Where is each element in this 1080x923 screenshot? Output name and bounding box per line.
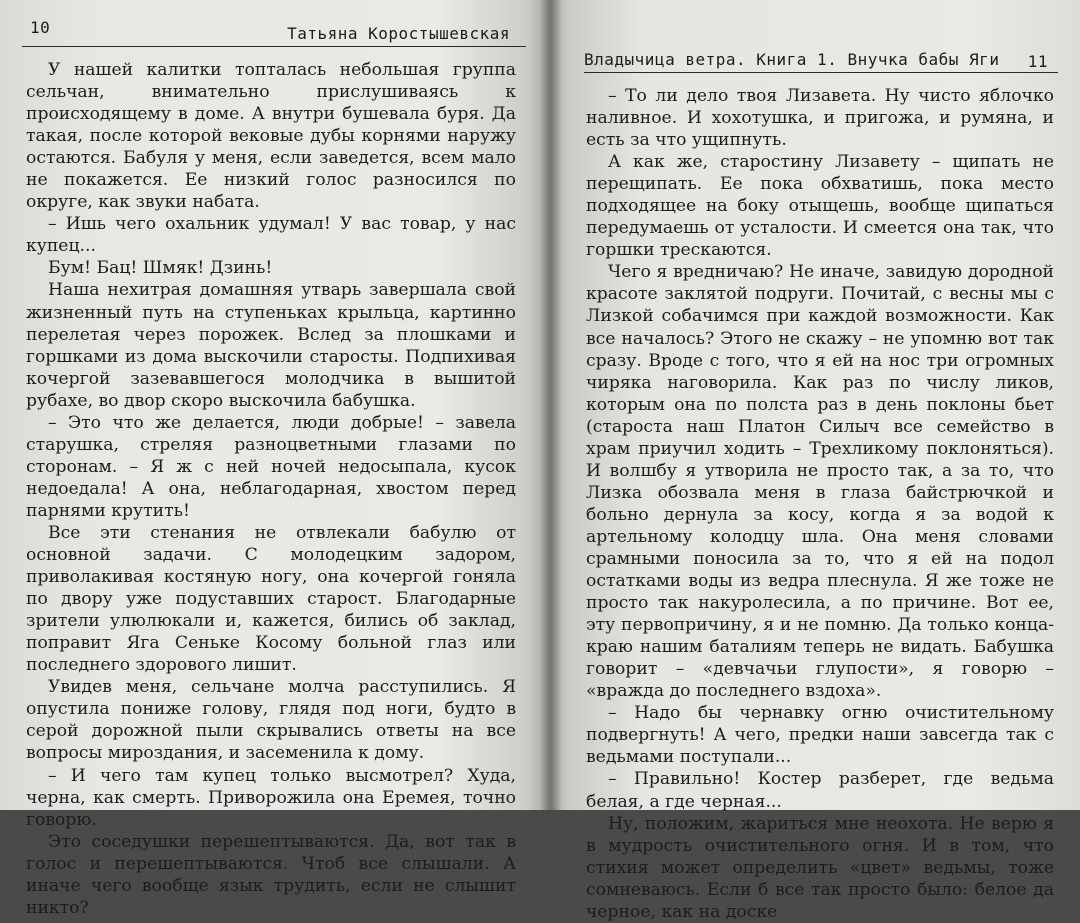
paragraph: – И чего там купец только высмотрел? Худа, черна, как смерть. Приворожила она Еремея, точно говорю. bbox=[26, 765, 516, 830]
left-page-text bbox=[22, 47, 526, 919]
paragraph: Это соседушки перешептываются. Да, вот так в голос и перешептываются. Чтоб все слышали. А иначе чего вообще язык трудить, если не слышит никто? bbox=[26, 831, 516, 918]
right-page-header bbox=[584, 40, 1058, 73]
paragraph: – Надо бы чернавку огню очистительному подвергнуть! А чего, предки наши завсегда так с ведьмами поступали... bbox=[586, 703, 1054, 768]
paragraph: – Это что же делается, люди добрые! – завела старушка, стреляя разноцветными глазами по сторонам. – Я ж с ней ночей недосыпала, кусок недоедала! А она, неблагодарная, хвостом перед парнями крутить! bbox=[26, 412, 516, 521]
paragraph: – То ли дело твоя Лизавета. Ну чисто яблочко наливное. И хохотушка, и пригожа, и румяна, и есть за что ущипнуть. bbox=[586, 86, 1054, 151]
right-running-head: Владычица ветра. Книга 1. Внучка бабы Яги bbox=[584, 50, 1000, 69]
right-page-number: 11 bbox=[1027, 52, 1048, 71]
paragraph: Ну, положим, жариться мне неохота. Не верю я в мудрость очистительного огня. И в том, что стихия может определить «цвет» ведьмы, тоже сомневаюсь. Если б все так просто было: белое да черное, как на доске bbox=[586, 813, 1054, 922]
paragraph: – Правильно! Костер разберет, где ведьма белая, а где черная... bbox=[586, 769, 1054, 812]
paragraph: Все эти стенания не отвлекали бабулю от основной задачи. С молодецким задором, приволакивая костяную ногу, она кочергой гоняла по двору уже подуставших старост. Благодарные зрители улюлюкали и, кажется, бились об заклад, поправит Яга Сеньке Косому больной глаз или последнего здорового лишит. bbox=[26, 522, 516, 676]
paragraph: Чего я вредничаю? Не иначе, завидую дородной красоте заклятой подруги. Почитай, с весны мы с Лизкой собачимся при каждой возможности. Как все началось? Этого не скажу – не упомню вот так сразу. Вроде с того, что я ей на нос три огромных чиряка наговорила. Как раз по числу ликов, которым она по полста раз в день поклоны бьет (староста наш Платон Силыч все семейство в храм приучил ходить – Трехликому поклоняться). И волшбу я утворила не просто так, а за то, что Лизка обозвала меня в глаза байстрючкой и больно дернула за косу, когда я за водой к артельному колодцу шла. Она меня словами срамными поносила за то, что я ей на подол остатками воды из ведра плеснула. Я же тоже не просто так накуролесила, а по причине. Вот ее, эту первопричину, я и не помню. Да только конца-краю нашим баталиям теперь не видать. Бабушка говорит – «девчачьи глупости», я говорю – «вражда до последнего вздоха». bbox=[586, 262, 1054, 702]
left-page-number: 10 bbox=[30, 18, 51, 37]
right-page-text bbox=[584, 81, 1058, 923]
paragraph: У нашей калитки топталась небольшая группа сельчан, внимательно прислушиваясь к происходящему в доме. А внутри бушевала буря. Да такая, после которой вековые дубы корнями наружу остаются. Бабуля у меня, если заведется, всем мало не покажется. Ее низкий голос разносился по округе, как звуки набата. bbox=[26, 60, 516, 213]
paragraph: Бум! Бац! Шмяк! Дзинь! bbox=[48, 258, 273, 279]
left-running-head: Татьяна Коростышевская bbox=[287, 24, 510, 43]
paragraph: Увидев меня, сельчане молча расступились. Я опустила пониже голову, глядя под ноги, будто в серой дорожной пыли скрывались ответы на все вопросы мироздания, и засеменила к дому. bbox=[26, 677, 516, 764]
right-page bbox=[548, 0, 1080, 922]
paragraph: Наша нехитрая домашняя утварь завершала свой жизненный путь на ступеньках крыльца, картинно перелетая через порожек. Вслед за плошками и горшками из дома выскочили старосты. Подпихивая кочергой зазевавшегося молодчика в вышитой рубахе, во двор скоро выскочила бабушка. bbox=[26, 280, 516, 411]
left-page-header bbox=[22, 14, 526, 47]
paragraph: А как же, старостину Лизавету – щипать не перещипать. Ее пока обхватишь, пока место подходящее на боку отыщешь, вообще щипаться передумаешь от усталости. И смеется она так, что горшки трескаются. bbox=[586, 152, 1054, 261]
paragraph: – Ишь чего охальник удумал! У вас товар, у нас купец... bbox=[26, 214, 516, 257]
